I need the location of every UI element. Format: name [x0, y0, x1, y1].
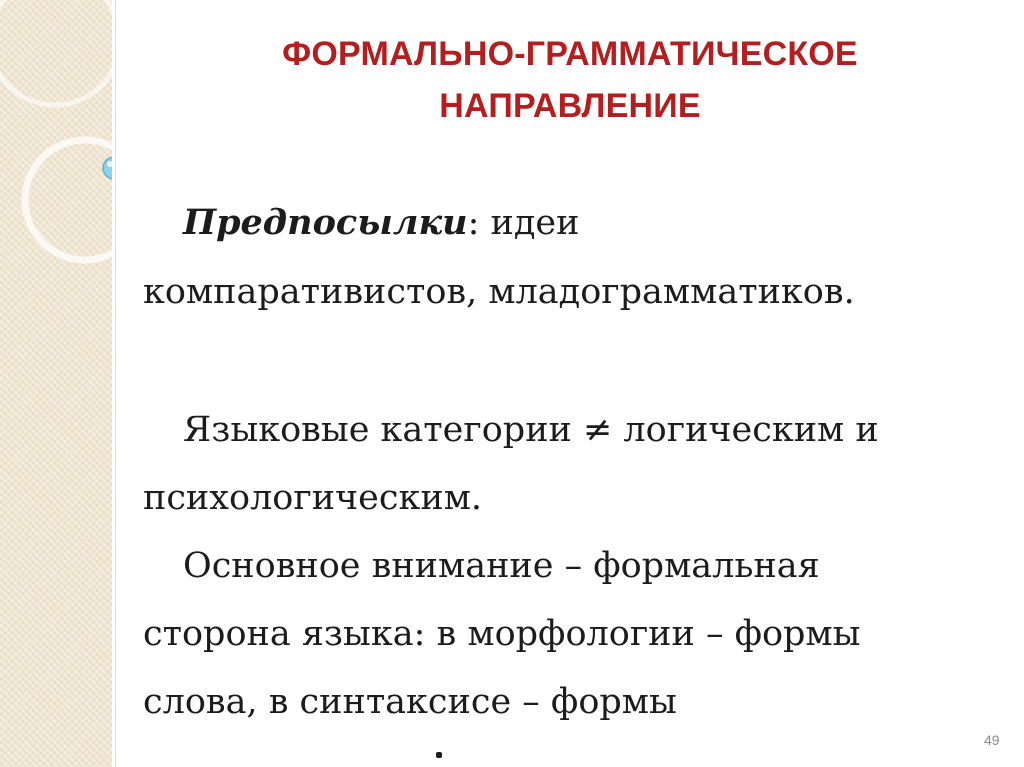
main-attention-text: Основное внимание – формальная — [183, 546, 820, 586]
paragraph-psychological: психологическим. — [143, 478, 483, 518]
page-number: 49 — [984, 732, 1000, 748]
top-ring — [0, 0, 120, 105]
prerequisites-text: : идеи — [467, 203, 580, 243]
paragraph-prerequisites — [143, 202, 579, 243]
frame-divider — [115, 0, 116, 767]
slide-title — [120, 28, 1020, 132]
categories-text: Языковые категории ≠ логическим и — [183, 410, 879, 450]
paragraph-main-attention — [143, 546, 820, 586]
paragraph-comparativists: компаративистов, младограмматиков. — [143, 272, 855, 312]
paragraph-categories — [143, 410, 879, 450]
paragraph-language-side: сторона языка: в морфологии – формы — [143, 614, 861, 654]
cut-off-text-fragment — [436, 752, 442, 758]
paragraph-word-forms: слова, в синтаксисе – формы — [143, 682, 677, 722]
title-line-2: НАПРАВЛЕНИЕ — [439, 87, 701, 125]
title-line-1: ФОРМАЛЬНО-ГРАММАТИЧЕСКОЕ — [282, 35, 858, 73]
prerequisites-term: Предпосылки — [183, 202, 468, 243]
